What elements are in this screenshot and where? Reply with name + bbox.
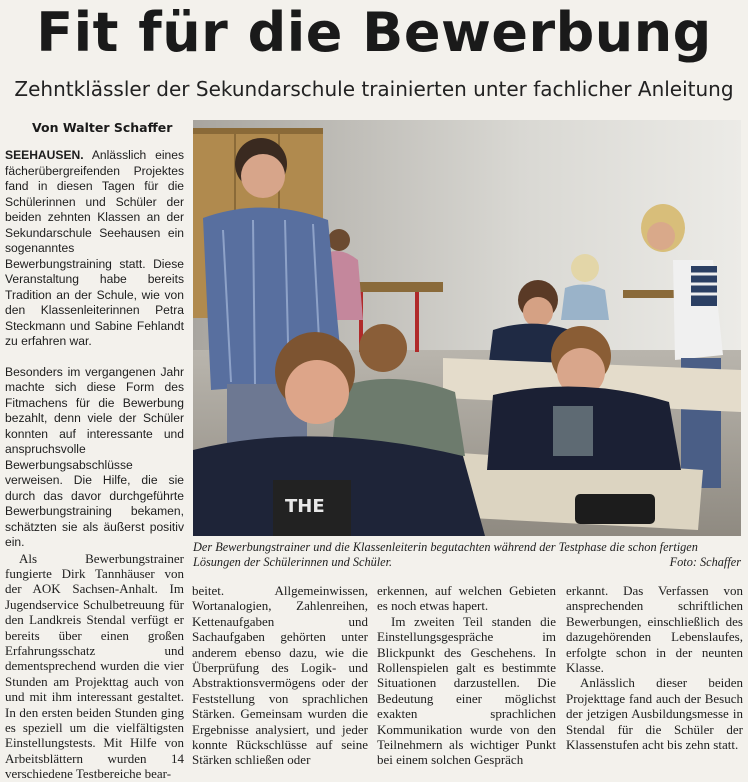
shirt-print: THE	[285, 496, 325, 517]
column-1	[5, 148, 184, 782]
paragraph-3: Als Bewerbungstrainer fungierte Dirk Tannhäuser von der AOK Sachsen-Anhalt. Im Jugendservice Schulbetreuung für den Landkreis Stendal verfügt er bereits über einen großen Erfahrungsschatz und dementsprechend wurden die vier Stunden am Projekttag auch von und mit ihm interessant gestaltet. In den ersten beiden Stunden ging es speziell um die vielfältigsten Einstellungstests. Mit Hilfe von Arbeitsblättern wurden 14 verschiedene Testbereiche bear-	[5, 550, 184, 782]
column-4	[566, 583, 743, 752]
column-3	[377, 583, 556, 768]
column-2	[192, 583, 368, 768]
classroom-photo	[193, 120, 741, 536]
subheadline: Zehntklässler der Sekundarschule trainierten unter fachlicher Anleitung	[14, 77, 734, 101]
column-3-paragraph-1: erkennen, auf welchen Gebieten es noch etwas hapert.	[377, 583, 556, 614]
byline: Von Walter Schaffer	[32, 120, 173, 135]
photo-caption	[193, 540, 741, 570]
column-4-paragraph-1: erkannt. Das Verfassen von ansprechenden schriftlichen Bewerbungen, einschließlich des dazugehörenden Lebenslaufes, erfolgte schon in der neunten Klasse.	[566, 583, 743, 676]
column-2-text: beitet. Allgemeinwissen, Wortanalogien, Zahlenreihen, Kettenaufgaben und Sachaufgaben gehörten unter anderem ebenso dazu, wie die Überprüfung des Logik- und Abstraktionsvermögens oder der Feststellung von sprachlichen Stärken. Gemeinsam wurden die Ergebnisse analysiert, und jeder konnte Rückschlüsse auf seine Stärken schließen oder	[192, 583, 368, 768]
caption-text: Der Bewerbungstrainer und die Klassenleiterin begutachten während der Testphase die schon fertigen Lösungen der Schülerinnen und Schüler.	[193, 540, 698, 569]
paragraph-1	[5, 148, 184, 350]
column-3-paragraph-2: Im zweiten Teil standen die Einstellungsgespräche im Blickpunkt des Geschehens. In Rollenspielen galt es bestimmte Situationen darzustellen. Die Bedeutung einer möglichst exakten sprachlichen Kommunikation wurde von den Teilnehmern als wichtiger Punkt bei einem solchen Gespräch	[377, 613, 556, 768]
paragraph-1-text: Anlässlich eines fächerübergreifenden Projektes fand in diesen Tagen für die Schülerinnen und Schüler der beiden zehnten Klassen an der Sekundarschule Seehausen ein sogenanntes Bewerbungstraining statt. Diese Veranstaltung habe bereits Tradition an der Schule, wie von den Klassenleiterinnen Petra Steckmann und Sabine Fehlandt zu erfahren war.	[5, 148, 184, 348]
dateline: SEEHAUSEN.	[5, 148, 84, 162]
column-4-paragraph-2: Anlässlich dieser beiden Projekttage fand auch der Besuch der jetzigen Ausbildungsmesse in Stendal für die Schüler der Klassenstufen acht bis zehn statt.	[566, 675, 743, 753]
headline: Fit für die Bewerbung	[36, 1, 712, 64]
photo-credit: Foto: Schaffer	[669, 555, 741, 569]
article-photo	[193, 120, 741, 536]
paragraph-2: Besonders im vergangenen Jahr machte sich diese Form des Fitmachens für die Bewerbung bezahlt, denn viele der Schüler konnten auf interessante und anspruchsvolle Bewerbungsabschlüsse verweisen. Die Hilfe, die sie durch das davor durchgeführte Bewerbungstraining bekamen, schätzten sie als äußerst positiv ein.	[5, 364, 184, 549]
